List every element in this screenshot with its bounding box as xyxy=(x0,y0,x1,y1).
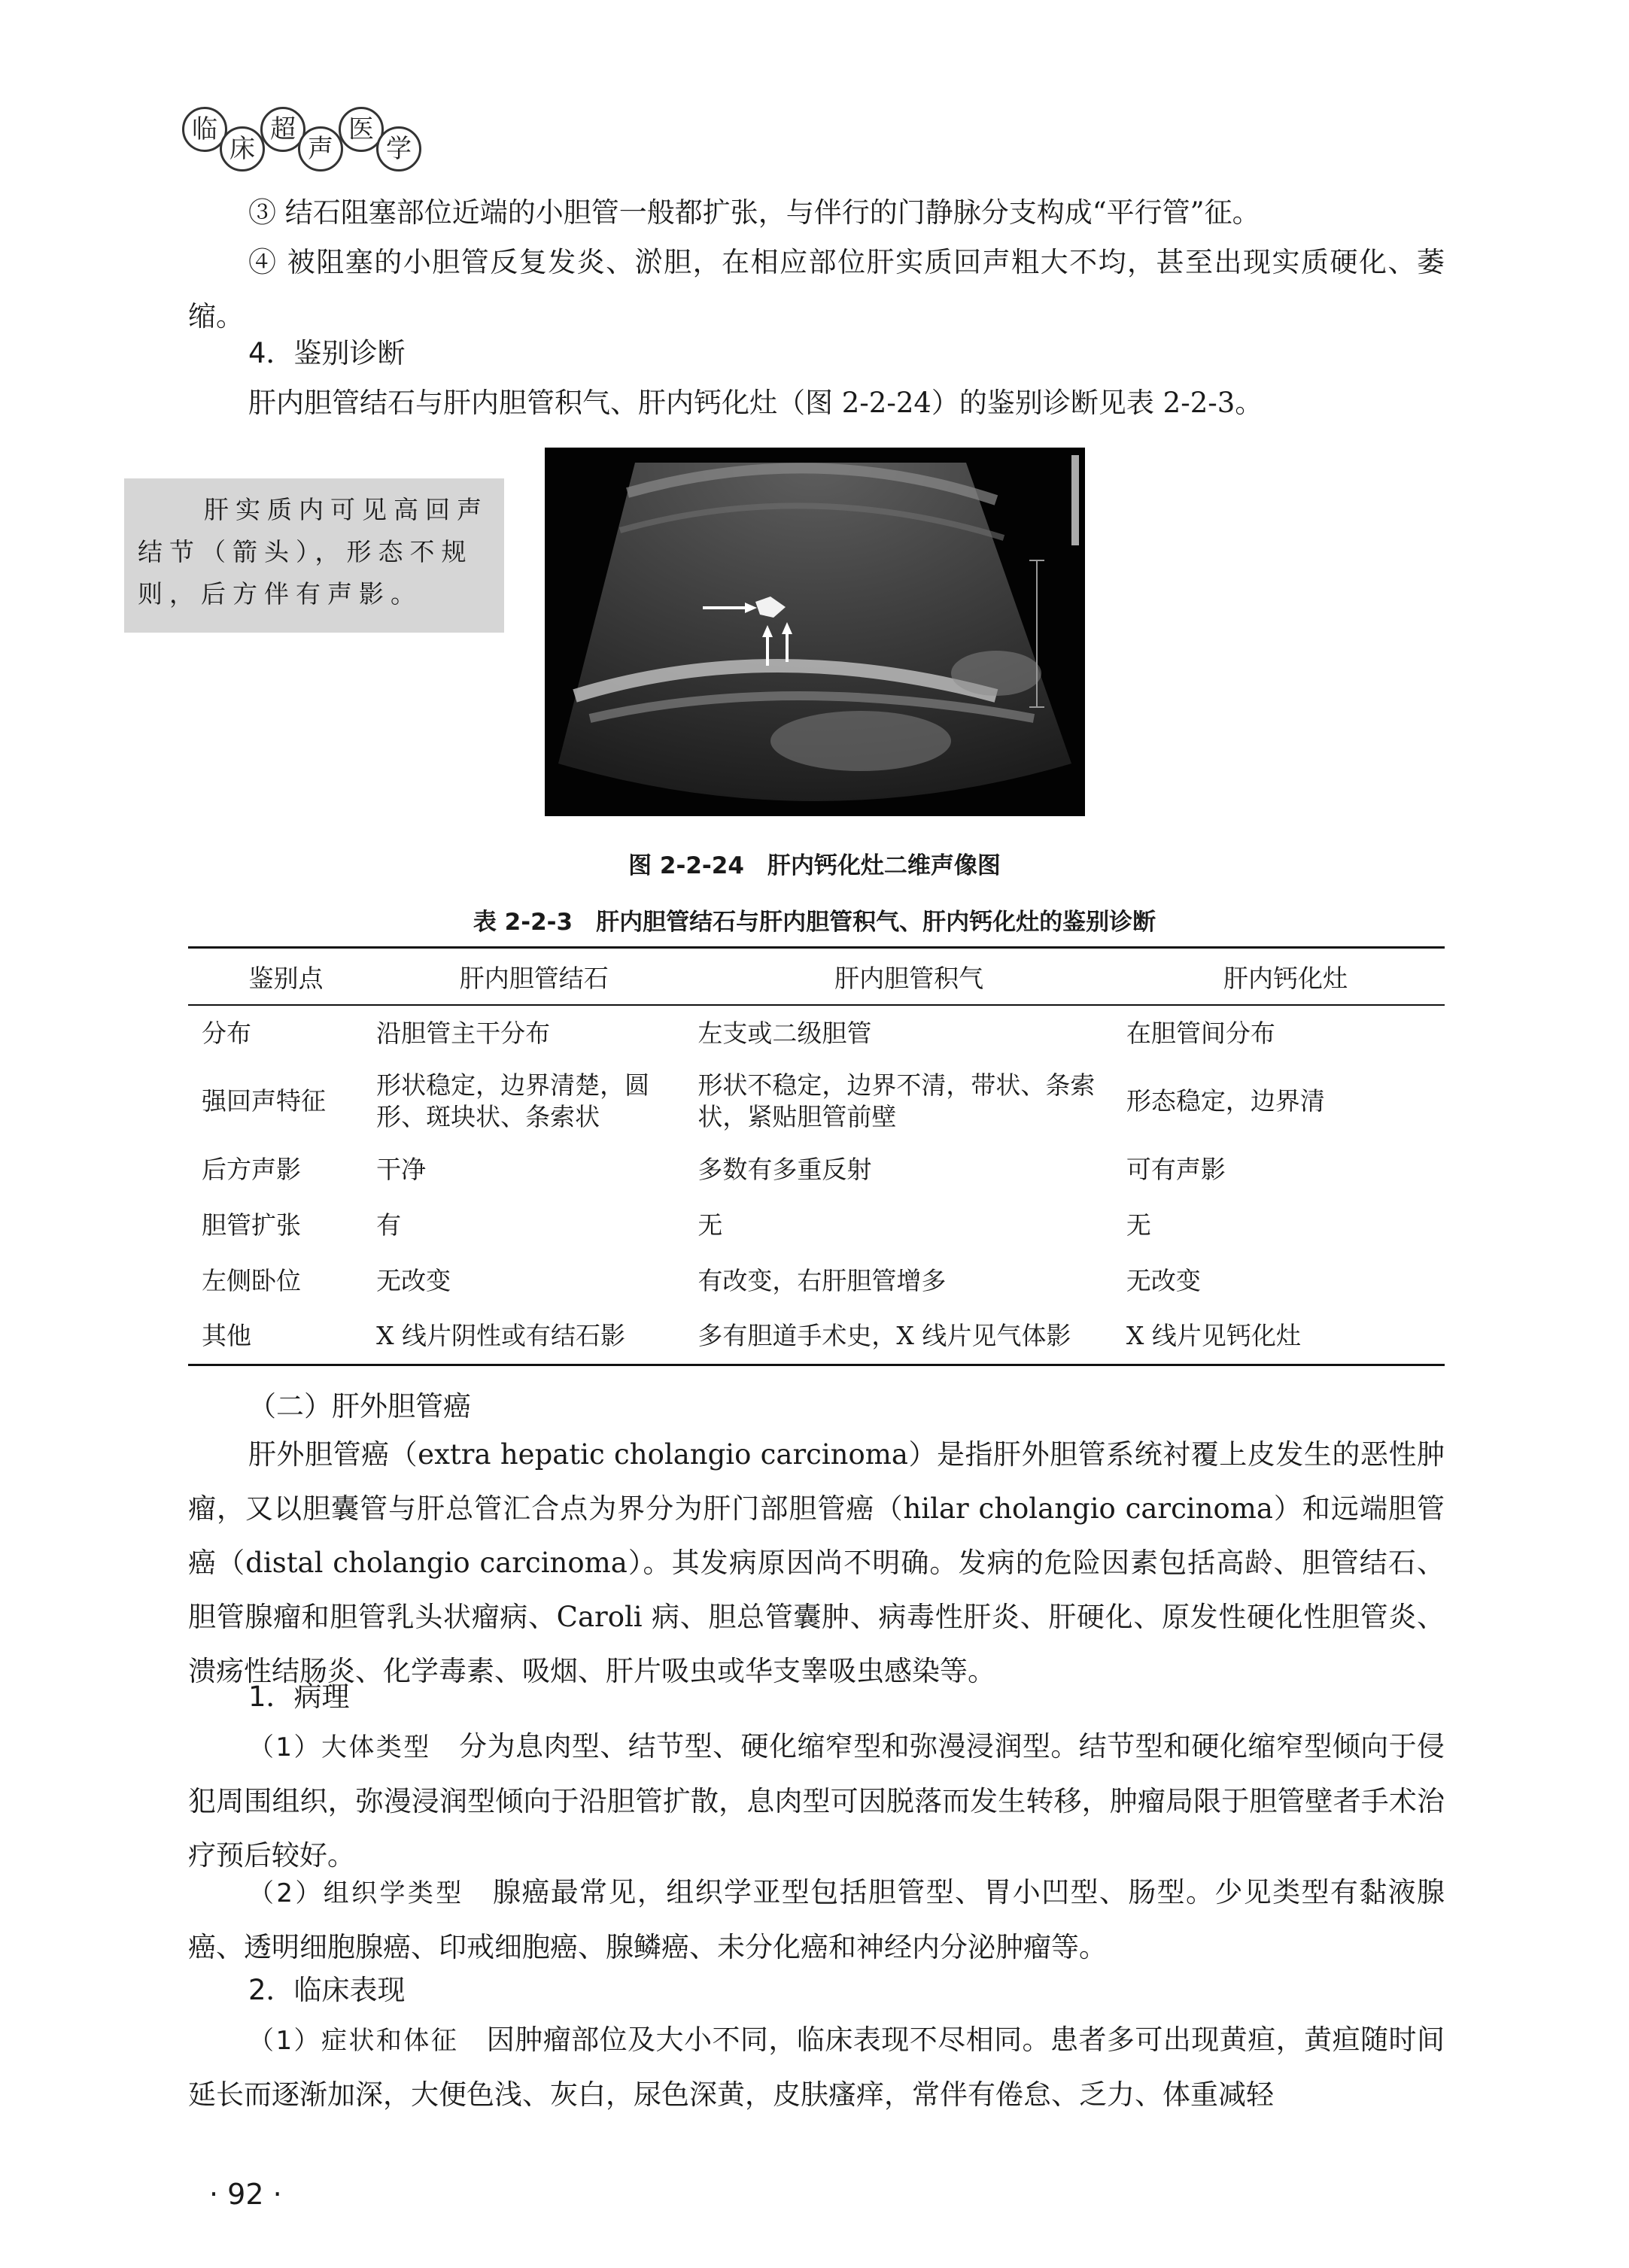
header-char: 医 xyxy=(339,107,384,152)
table-cell: 形态稳定，边界清 xyxy=(1126,1086,1325,1116)
table-header-cell: 肝内钙化灶 xyxy=(1120,948,1445,1006)
ultrasound-image xyxy=(545,448,1085,816)
paragraph-gross-type xyxy=(188,1720,1445,1883)
table-header-cell: 鉴别点 xyxy=(188,948,370,1006)
heading-pathology: 1．病理 xyxy=(248,1681,350,1713)
table-cell: 有 xyxy=(376,1210,402,1240)
differential-table xyxy=(188,946,1445,1366)
table-row xyxy=(188,1061,1445,1142)
running-header xyxy=(182,104,430,172)
paragraph-definition: 肝外胆管癌（extra hepatic cholangio carcinoma）是指肝外胆管系统衬覆上皮发生的恶性肿瘤，又以胆囊管与肝总管汇合点为界分为肝门部胆管癌（hilar cholangio carcinoma）和远端胆管癌（distal cholangio carcinoma）。其发病原因尚不明确。发病的危险因素包括高龄、胆管结石、胆管腺瘤和胆管乳头状瘤病、Caroli 病、胆总管囊肿、病毒性肝炎、肝硬化、原发性硬化性胆管炎、溃疡性结肠炎、化学毒素、吸烟、肝片吸虫或华支睾吸虫感染等。 xyxy=(188,1438,1445,1687)
table-cell: 其他 xyxy=(188,1309,370,1365)
table-cell: 形状稳定，边界清楚，圆形、斑块状、条索状 xyxy=(376,1070,650,1131)
term-label: （2）组织学类型 xyxy=(248,1878,464,1908)
paragraph-text: 腺癌最常见，组织学亚型包括胆管型、胃小凹型、肠型。少见类型有黏液腺癌、透明细胞腺癌、印戒细胞癌、腺鳞癌、未分化癌和神经内分泌肿瘤等。 xyxy=(188,1876,1445,1963)
heading-clinical: 2．临床表现 xyxy=(248,1974,406,2006)
header-char: 声 xyxy=(298,126,343,172)
paragraph-histology xyxy=(188,1866,1445,1975)
table-header-row xyxy=(188,948,1445,1006)
table-header-cell: 肝内胆管积气 xyxy=(691,948,1120,1006)
table-cell: 后方声影 xyxy=(202,1155,301,1184)
table-cell: 无 xyxy=(697,1210,723,1240)
table-cell: 无 xyxy=(1126,1210,1151,1240)
table-cell: 强回声特征 xyxy=(202,1086,326,1116)
figure-side-note: 肝实质内可见高回声结节（箭头），形态不规则，后方伴有声影。 xyxy=(124,478,504,633)
page-number: · 92 · xyxy=(209,2178,282,2211)
section-heading: （二）肝外胆管癌 xyxy=(248,1390,471,1422)
paragraph-text: 因肿瘤部位及大小不同，临床表现不尽相同。患者多可出现黄疸，黄疸随时间延长而逐渐加深，大便色浅、灰白，尿色深黄，皮肤瘙痒，常伴有倦怠、乏力、体重减轻 xyxy=(188,2024,1445,2111)
term-label: （1）大体类型 xyxy=(248,1732,431,1762)
header-char: 床 xyxy=(220,126,265,172)
paragraph-item-4: ④ 被阻塞的小胆管反复发炎、淤胆，在相应部位肝实质回声粗大不均，甚至出现实质硬化、萎缩。 xyxy=(188,246,1445,332)
table-row xyxy=(188,1309,1445,1365)
paragraph-text: 分为息肉型、结节型、硬化缩窄型和弥漫浸润型。结节型和硬化缩窄型倾向于侵犯周围组织，弥漫浸润型倾向于沿胆管扩散，息肉型可因脱落而发生转移，肿瘤局限于胆管壁者手术治疗预后较好。 xyxy=(188,1730,1445,1872)
figure-caption: 图 2-2-24 肝内钙化灶二维声像图 xyxy=(628,852,1001,879)
table-cell: X 线片见钙化灶 xyxy=(1120,1309,1445,1365)
table-cell: 在胆管间分布 xyxy=(1126,1018,1275,1048)
header-char: 学 xyxy=(376,126,421,172)
table-row xyxy=(188,1142,1445,1198)
table-cell: 无改变 xyxy=(1126,1266,1201,1295)
table-header-cell: 肝内胆管结石 xyxy=(370,948,691,1006)
table-caption: 表 2-2-3 肝内胆管结石与肝内胆管积气、肝内钙化灶的鉴别诊断 xyxy=(473,909,1156,936)
table-cell: 左侧卧位 xyxy=(202,1266,301,1295)
paragraph-symptoms xyxy=(188,2013,1445,2122)
table-cell: 沿胆管主干分布 xyxy=(376,1018,551,1048)
table-cell: X 线片阴性或有结石影 xyxy=(370,1309,691,1365)
table-cell: 左支或二级胆管 xyxy=(697,1018,872,1048)
table-row xyxy=(188,1198,1445,1253)
heading-differential-diagnosis: 4．鉴别诊断 xyxy=(248,337,406,369)
table-row xyxy=(188,1005,1445,1061)
table-cell: 多有胆道手术史，X 线片见气体影 xyxy=(691,1309,1120,1365)
table-cell: 无改变 xyxy=(376,1266,451,1295)
table-cell: 多数有多重反射 xyxy=(697,1155,872,1184)
header-char: 临 xyxy=(182,107,227,152)
header-char: 超 xyxy=(260,107,305,152)
table-cell: 胆管扩张 xyxy=(202,1210,301,1240)
paragraph-item-3: ③ 结石阻塞部位近端的小胆管一般都扩张，与伴行的门静脉分支构成“平行管”征。 xyxy=(248,196,1260,229)
table-cell: 可有声影 xyxy=(1126,1155,1226,1184)
table-cell: 有改变，右肝胆管增多 xyxy=(697,1266,947,1295)
table-cell: 分布 xyxy=(202,1018,251,1048)
paragraph-differential-intro: 肝内胆管结石与肝内胆管积气、肝内钙化灶（图 2-2-24）的鉴别诊断见表 2-2-3。 xyxy=(248,387,1263,419)
table-cell: 形状不稳定，边界不清，带状、条索状，紧贴胆管前壁 xyxy=(697,1070,1096,1131)
table-cell: 干净 xyxy=(376,1155,427,1184)
term-label: （1）症状和体征 xyxy=(248,2026,459,2056)
table-row xyxy=(188,1253,1445,1309)
